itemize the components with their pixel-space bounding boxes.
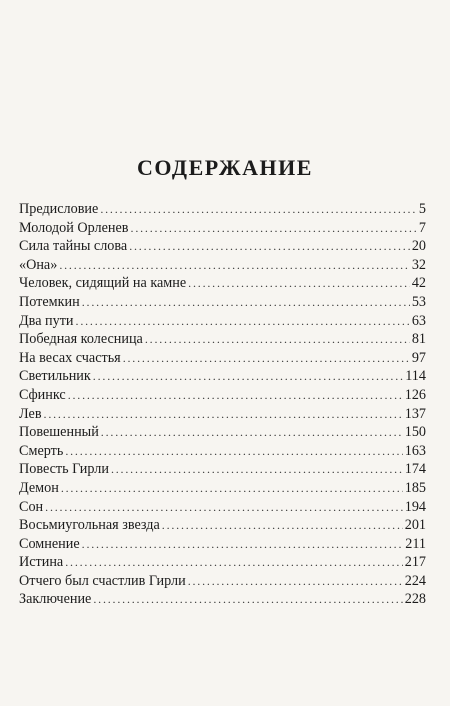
toc-entry-title: Молодой Орленев	[19, 219, 129, 236]
toc-entry-title: Сфинкс	[19, 386, 66, 403]
toc-entry	[19, 553, 426, 572]
toc-entry-title: «Она»	[19, 256, 58, 273]
toc-entry	[19, 442, 426, 461]
toc-entry	[19, 423, 426, 442]
dot-leader	[101, 423, 403, 441]
page-title: СОДЕРЖАНИЕ	[137, 154, 313, 180]
toc-entry	[19, 237, 426, 256]
toc-entry-page: 42	[411, 275, 426, 292]
dot-leader	[93, 590, 402, 608]
toc-entry-page: 63	[411, 312, 426, 329]
toc-entry-page: 211	[405, 535, 426, 552]
toc-entry-title: Сон	[19, 498, 44, 515]
toc-entry-title: На весах счастья	[19, 349, 121, 366]
dot-leader	[123, 349, 410, 367]
dot-leader	[188, 274, 410, 292]
toc-entry-page: 126	[404, 386, 426, 403]
toc-entry-page: 97	[411, 349, 426, 366]
toc-entry-title: Сомнение	[19, 535, 80, 552]
toc-entry-page: 185	[404, 479, 426, 496]
dot-leader	[65, 553, 402, 571]
dot-leader	[82, 535, 404, 553]
toc-entry-page: 114	[405, 368, 426, 385]
toc-entry	[19, 460, 426, 479]
toc-entry	[19, 535, 426, 554]
toc-entry-page: 163	[404, 442, 426, 459]
dot-leader	[76, 312, 410, 330]
dot-leader	[162, 516, 403, 534]
toc-entry	[19, 293, 426, 312]
dot-leader	[93, 367, 403, 385]
toc-entry-title: Повешенный	[19, 424, 99, 441]
toc-entry-title: Светильник	[19, 368, 91, 385]
dot-leader	[59, 256, 409, 274]
toc-entry-page: 150	[404, 424, 426, 441]
toc-entry	[19, 367, 426, 386]
toc-entry-title: Потемкин	[19, 293, 80, 310]
toc-entry	[19, 498, 426, 517]
toc-entry-page: 7	[418, 219, 426, 236]
toc-entry-title: Смерть	[19, 442, 64, 459]
dot-leader	[145, 330, 410, 348]
toc-entry-page: 194	[404, 498, 426, 515]
toc-entry-title: Два пути	[19, 312, 74, 329]
toc-entry-title: Предисловие	[19, 201, 99, 217]
toc-entry-page: 53	[411, 293, 426, 310]
toc-entry-page: 32	[411, 256, 426, 273]
toc-entry	[19, 274, 426, 293]
dot-leader	[65, 442, 402, 460]
toc-entry-title: Демон	[19, 479, 59, 496]
toc-entry-title: Заключение	[19, 591, 92, 608]
toc-entry-title: Победная колесница	[19, 331, 143, 348]
toc-entry-page: 228	[404, 591, 426, 608]
dot-leader	[111, 460, 403, 478]
toc-entry-title: Повесть Гирли	[19, 461, 109, 478]
toc-entry-title: Восьмиугольная звезда	[19, 517, 160, 534]
toc-entry	[19, 200, 426, 219]
dot-leader	[45, 498, 403, 516]
toc-entry-page: 174	[404, 461, 426, 478]
toc-entry-title: Истина	[19, 554, 64, 571]
dot-leader	[129, 237, 410, 255]
toc-entry	[19, 479, 426, 498]
toc-entry-page: 81	[411, 331, 426, 348]
dot-leader	[68, 386, 403, 404]
toc-entry	[19, 386, 426, 405]
dot-leader	[188, 572, 403, 590]
toc-entry-page: 201	[404, 517, 426, 534]
toc-entry	[19, 349, 426, 368]
toc-entry-title: Сила тайны слова	[19, 238, 128, 255]
toc-entry-page: 5	[418, 201, 426, 217]
toc-entry	[19, 219, 426, 238]
toc-entry-title: Отчего был счастлив Гирли	[19, 572, 186, 589]
dot-leader	[61, 479, 403, 497]
toc-entry-page: 217	[404, 554, 426, 571]
toc-entry	[19, 405, 426, 424]
toc-entry	[19, 312, 426, 331]
toc-entry	[19, 330, 426, 349]
dot-leader	[131, 219, 417, 237]
toc-entry	[19, 516, 426, 535]
toc-entry	[19, 590, 426, 609]
dot-leader	[100, 200, 417, 218]
toc-entry	[19, 256, 426, 275]
dot-leader	[82, 293, 410, 311]
toc-entry-page: 224	[404, 572, 426, 589]
toc-entry-title: Лев	[19, 405, 42, 422]
toc-entry-page: 137	[404, 405, 426, 422]
toc-entry-title: Человек, сидящий на камне	[19, 275, 187, 292]
toc-entry	[19, 572, 426, 591]
toc-entry-page: 20	[411, 238, 426, 255]
dot-leader	[44, 405, 403, 423]
table-of-contents	[19, 200, 426, 609]
